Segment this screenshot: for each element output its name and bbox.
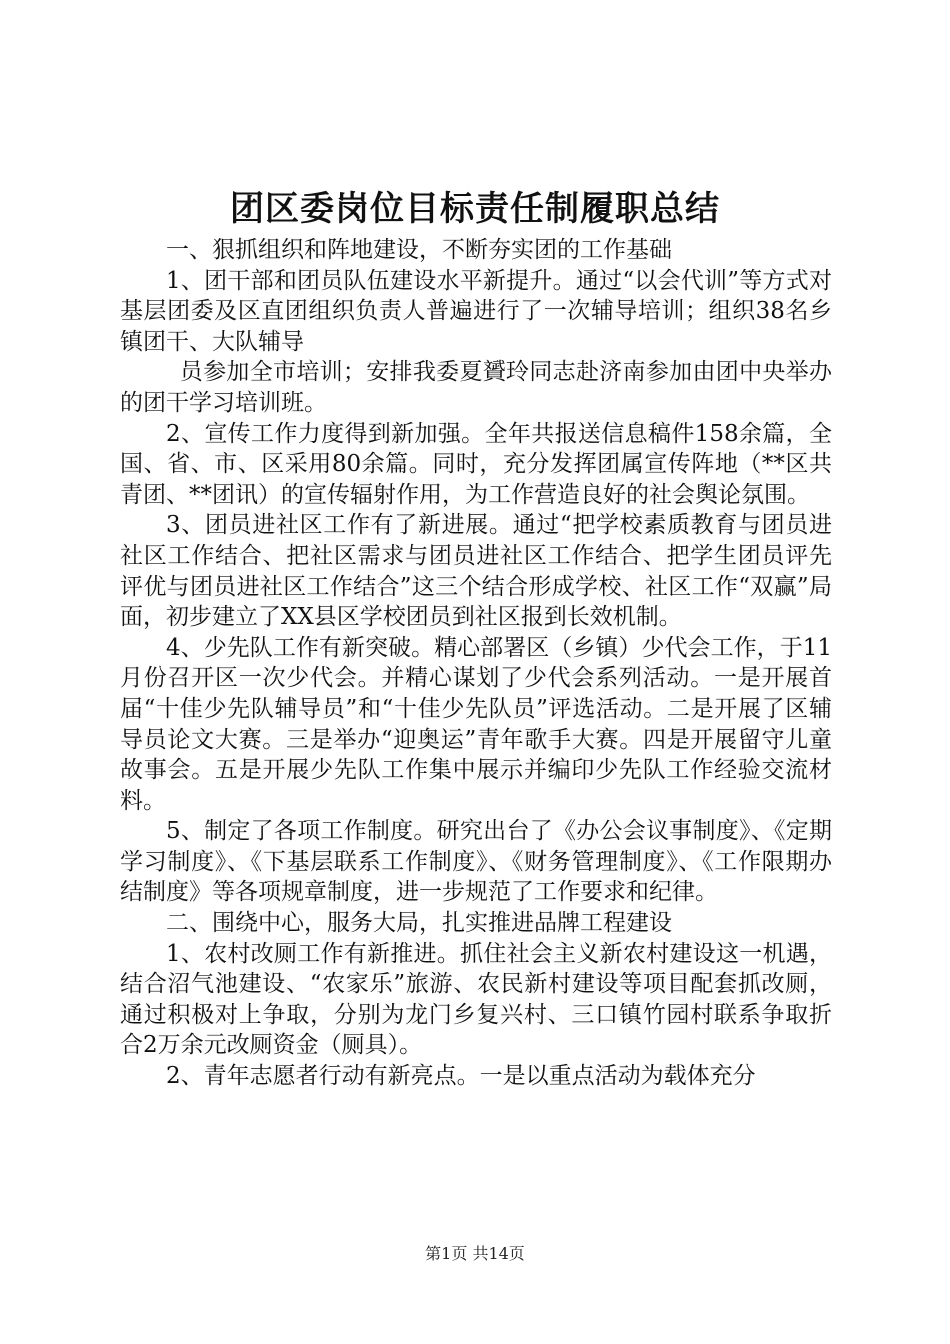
paragraph-1-2: 2、宣传工作力度得到新加强。全年共报送信息稿件158余篇，全国、省、市、区采用80余篇。同时，充分发挥团属宣传阵地（**区共青团、**团讯）的宣传辐射作用，为工作营造良好的社会舆论氛围。 (120, 420, 832, 508)
paragraph-2-2: 2、青年志愿者行动有新亮点。一是以重点活动为载体充分 (166, 1063, 756, 1090)
section-heading-1: 一、狠抓组织和阵地建设，不断夯实团的工作基础 (166, 237, 672, 263)
paragraph-1-1: 1、团干部和团员队伍建设水平新提升。通过“以会代训”等方式对基层团委及区直团组织负责人普遍进行了一次辅导培训；组织38名乡镇团干、大队辅导 (120, 267, 832, 355)
paragraph-2-1: 1、农村改厕工作有新推进。抓住社会主义新农村建设这一机遇，结合沼气池建设、“农家乐”旅游、农民新村建设等项目配套抓改厕，通过积极对上争取，分别为龙门乡复兴村、三口镇竹园村联系争取折合2万余元改厕资金（厕具）。 (120, 940, 832, 1059)
document-title: 团区委岗位目标责任制履职总结 (230, 189, 720, 229)
paragraph-1-4: 4、少先队工作有新突破。精心部署区（乡镇）少代会工作，于11月份召开区一次少代会。并精心谋划了少代会系列活动。一是开展首届“十佳少先队辅导员”和“十佳少先队员”评选活动。二是开展了区辅导员论文大赛。三是举办“迎奥运”青年歌手大赛。四是开展留守儿童故事会。五是开展少先队工作集中展示并编印少先队工作经验交流材料。 (120, 634, 832, 814)
section-heading-2: 二、围绕中心，服务大局，扎实推进品牌工程建设 (166, 910, 672, 937)
paragraph-1-1-cont: 员参加全市培训；安排我委夏贇玲同志赴济南参加由团中央举办的团干学习培训班。 (120, 359, 832, 416)
paragraph-1-3: 3、团员进社区工作有了新进展。通过“把学校素质教育与团员进社区工作结合、把社区需求与团员进社区工作结合、把学生团员评先评优与团员进社区工作结合”这三个结合形成学校、社区工作“双赢”局面，初步建立了XX县区学校团员到社区报到长效机制。 (120, 512, 832, 631)
document-body (120, 235, 832, 1092)
page-number-footer: 第1页 共14页 (425, 1244, 525, 1263)
paragraph-1-5: 5、制定了各项工作制度。研究出台了《办公会议事制度》、《定期学习制度》、《下基层联系工作制度》、《财务管理制度》、《工作限期办结制度》等各项规章制度，进一步规范了工作要求和纪律。 (120, 818, 832, 906)
